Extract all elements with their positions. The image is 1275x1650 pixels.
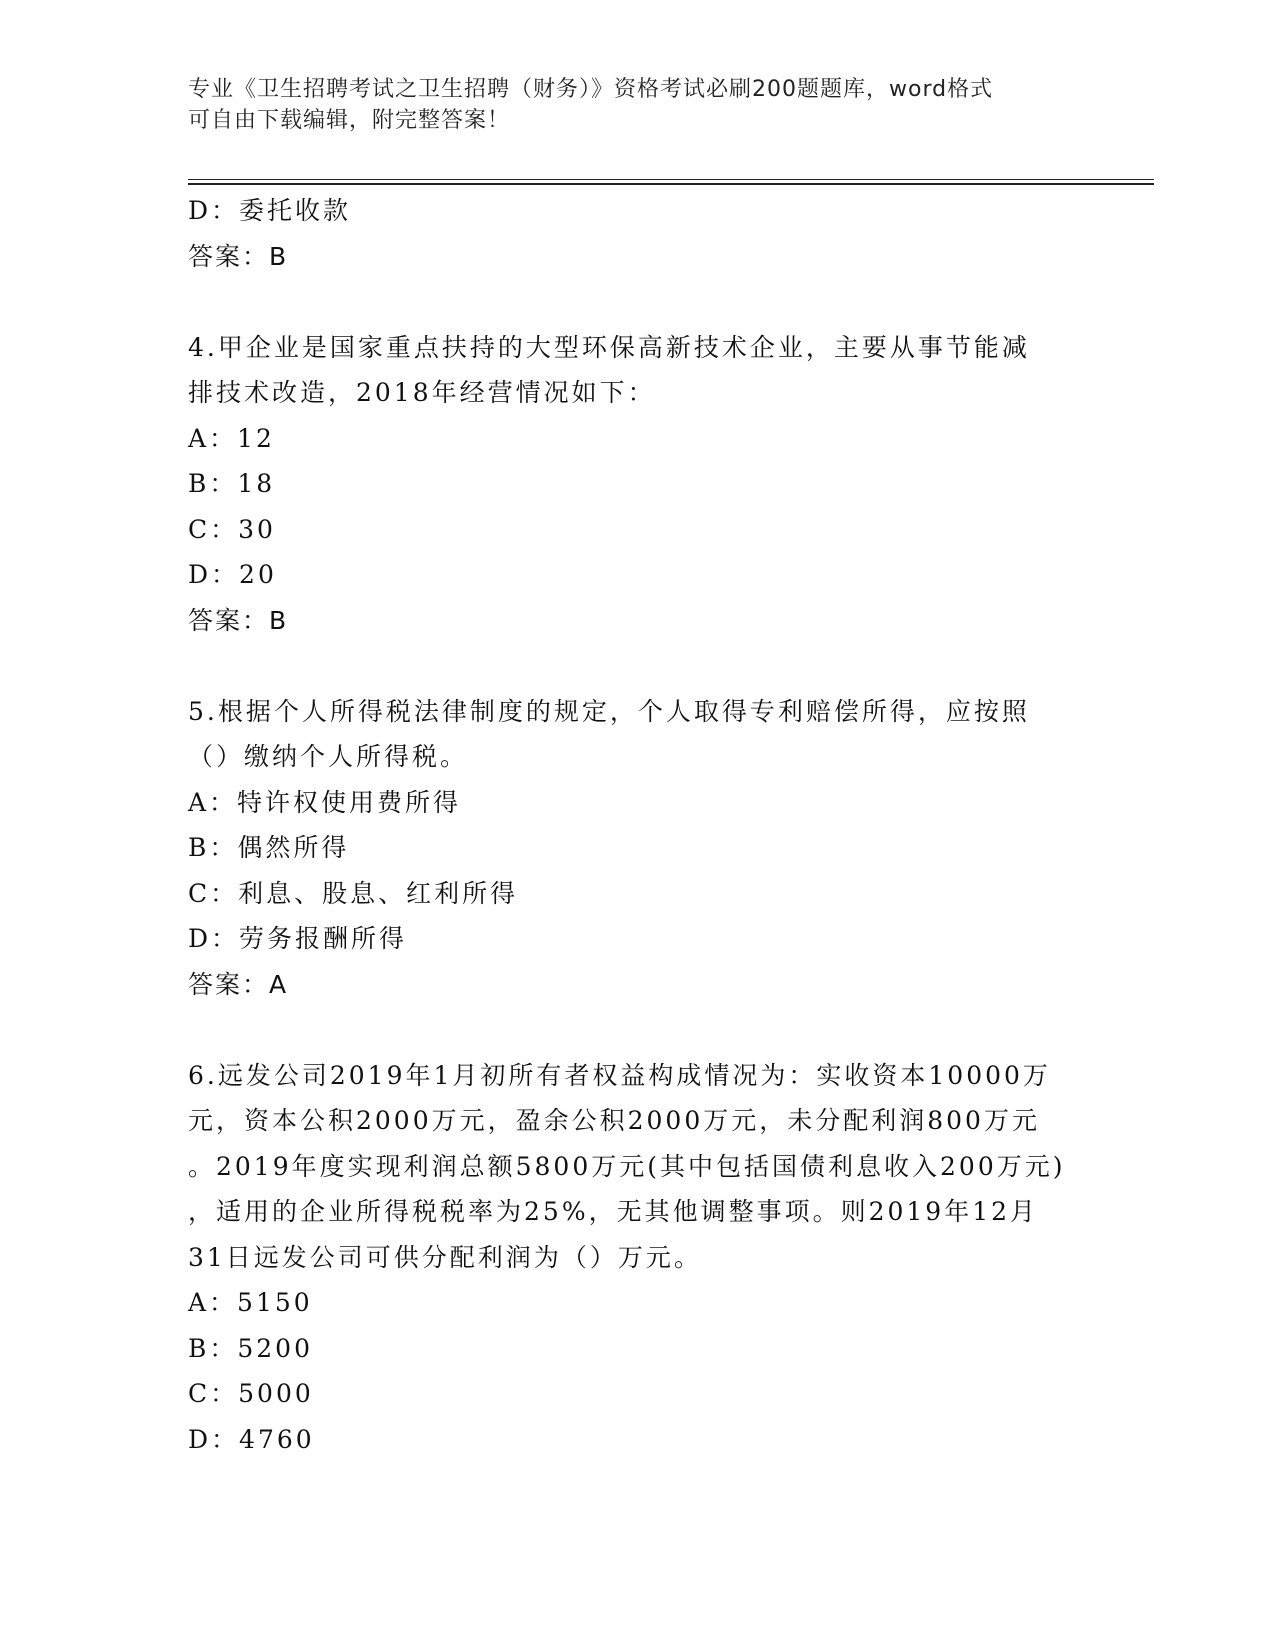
header-rule-thick xyxy=(188,183,1154,185)
header-rule-thin xyxy=(188,179,1154,180)
spacer xyxy=(188,279,1088,325)
answer: 答案：B xyxy=(188,241,289,271)
spacer xyxy=(188,643,1088,689)
option-d: D：委托收款 xyxy=(188,196,352,225)
document-body xyxy=(188,188,1088,1462)
question-5 xyxy=(188,689,1088,1008)
question-stem: 5.根据个人所得税法律制度的规定，个人取得专利赔偿所得，应按照 xyxy=(188,696,1030,726)
option-b: B：18 xyxy=(188,469,276,498)
question-3-tail xyxy=(188,188,1088,279)
header-line-1: 专业《卫生招聘考试之卫生招聘（财务）》资格考试必刷200题题库，word格式 xyxy=(188,77,994,102)
document-header xyxy=(188,74,1088,136)
question-stem: 。2019年度实现利润总额5800万元(其中包括国债利息收入200万元) xyxy=(188,1151,1066,1181)
option-a: A：特许权使用费所得 xyxy=(188,787,462,817)
option-d: D：4760 xyxy=(188,1424,315,1454)
question-stem: 元，资本公积2000万元，盈余公积2000万元，未分配利润800万元 xyxy=(188,1106,1040,1135)
header-line-2: 可自由下载编辑，附完整答案！ xyxy=(188,108,511,133)
option-b: B：5200 xyxy=(188,1333,313,1363)
option-c: C：利息、股息、红利所得 xyxy=(188,878,519,908)
answer: 答案：A xyxy=(188,969,289,999)
option-a: A：5150 xyxy=(188,1288,313,1317)
option-c: C：30 xyxy=(188,514,276,544)
question-4 xyxy=(188,325,1088,644)
question-stem: 排技术改造，2018年经营情况如下： xyxy=(188,378,656,407)
question-stem: ，适用的企业所得税税率为25%，无其他调整事项。则2019年12月 xyxy=(188,1197,1039,1226)
question-stem: （）缴纳个人所得税。 xyxy=(188,742,469,771)
question-6 xyxy=(188,1053,1088,1463)
option-a: A：12 xyxy=(188,423,275,453)
question-stem: 31日远发公司可供分配利润为（）万元。 xyxy=(188,1242,702,1272)
question-stem: 6.远发公司2019年1月初所有者权益构成情况为：实收资本10000万 xyxy=(188,1060,1051,1090)
spacer xyxy=(188,1007,1088,1053)
answer: 答案：B xyxy=(188,605,289,635)
option-b: B：偶然所得 xyxy=(188,833,350,862)
option-d: D：劳务报酬所得 xyxy=(188,924,408,953)
question-stem: 4.甲企业是国家重点扶持的大型环保高新技术企业，主要从事节能减 xyxy=(188,332,1030,362)
option-d: D：20 xyxy=(188,560,277,589)
option-c: C：5000 xyxy=(188,1379,314,1408)
